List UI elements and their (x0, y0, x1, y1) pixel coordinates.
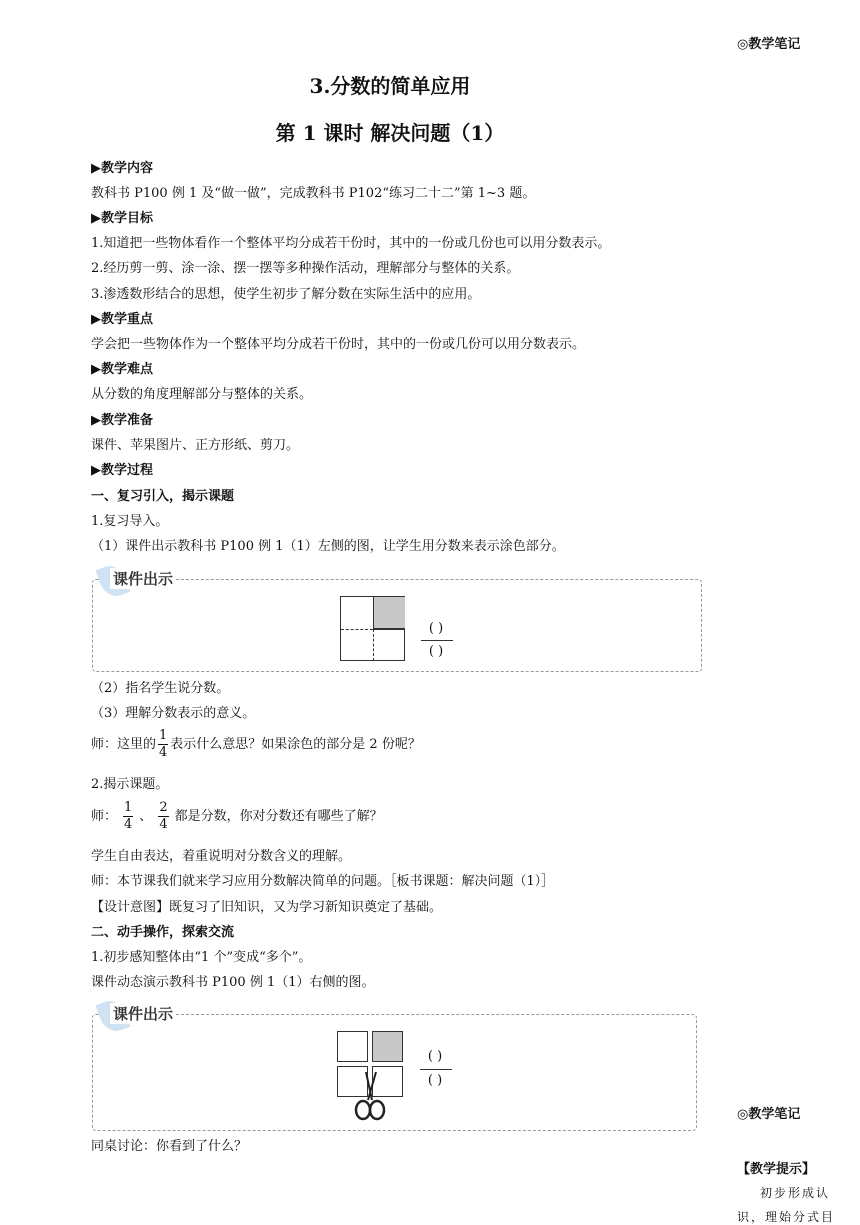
page-title: 3.分数的简单应用 (309, 74, 471, 98)
section-heading-difficulty: ▶教学难点 (91, 362, 153, 377)
section-heading-key: ▶教学重点 (91, 312, 153, 327)
p1-design-intent: 【设计意图】既复习了旧知识，又为学习新知识奠定了基础。 (91, 900, 443, 915)
goal-1: 1.知道把一些物体看作一个整体平均分成若干份时，其中的一份或几份也可以用分数表示。 (91, 236, 611, 251)
section-heading-goals: ▶教学目标 (91, 211, 153, 226)
teaching-tip-line1: 初步形成认 (760, 1186, 831, 1200)
teaching-notes-label-2: ◎教学笔记 (737, 1107, 801, 1122)
teaching-tip-heading: 【教学提示】 (737, 1162, 816, 1177)
p1-teacher-question (91, 728, 421, 761)
fraction-one-quarter-b: $\frac{1}{4}$ (124, 800, 133, 832)
goal-3: 3.渗透数形结合的思想，使学生初步了解分数在实际生活中的应用。 (91, 287, 481, 302)
p2-perceive: 1.初步感知整体由“1 个”变成“多个”。 (91, 950, 312, 965)
part2-heading: 二、动手操作，探索交流 (91, 925, 235, 940)
courseware-label-1: 课件出示 (110, 568, 176, 589)
shaded-quarter (373, 597, 405, 629)
blank-denominator-1: ( ) (428, 644, 444, 659)
square-figure-1 (340, 596, 405, 661)
teacher-text-b: 表示什么意思？如果涂色的部分是 2 份呢？ (170, 737, 421, 752)
p2-demo: 课件动态演示教科书 P100 例 1（1）右侧的图。 (91, 975, 375, 990)
prep-text: 课件、苹果图片、正方形纸、剪刀。 (91, 438, 300, 453)
fraction-bar-2 (420, 1069, 452, 1070)
cut-square-tr-shaded (372, 1031, 403, 1062)
lesson-subtitle: 第 1 课时 解决问题（1） (275, 121, 505, 145)
blank-numerator-2: ( ) (427, 1049, 443, 1064)
divider-h-right (373, 629, 405, 630)
p1-courseware: （1）课件出示教科书 P100 例 1（1）左侧的图，让学生用分数来表示涂色部分。 (91, 539, 565, 554)
blank-denominator-2: ( ) (427, 1073, 443, 1088)
content-text: 教科书 P100 例 1 及“做一做”，完成教科书 P102“练习二十二”第 1~3 题。 (91, 186, 536, 201)
p1-student-express: 学生自由表达，着重说明对分数含义的理解。 (91, 849, 352, 864)
p1-teacher-fractions: 师： $\frac{1}{4}$ 、 $\frac{2}{4}$ 都是分数，你对分数还有哪些了解？ (91, 800, 383, 832)
blank-numerator-1: ( ) (428, 621, 444, 636)
goal-2: 2.经历剪一剪、涂一涂、摆一摆等多种操作活动，理解部分与整体的关系。 (91, 261, 520, 276)
p1-say-fraction: （2）指名学生说分数。 (91, 681, 230, 696)
part1-heading: 一、复习引入，揭示课题 (91, 489, 235, 504)
fraction-bar-1 (421, 640, 453, 641)
teaching-notes-label: ◎教学笔记 (737, 37, 801, 52)
fraction-one-quarter: $\frac{1}{4}$ (159, 728, 168, 760)
dashed-divider-v (373, 629, 374, 661)
p2-discussion: 同桌讨论：你看到了什么？ (91, 1139, 248, 1154)
difficulty-text: 从分数的角度理解部分与整体的关系。 (91, 387, 313, 402)
section-heading-content: ▶教学内容 (91, 161, 153, 176)
dashed-divider-h (341, 629, 373, 630)
p1-reveal: 2.揭示课题。 (91, 777, 169, 792)
cut-square-tl (337, 1031, 368, 1062)
courseware-label-2: 课件出示 (110, 1003, 176, 1024)
teaching-tip-line2: 识，理始分式目 (737, 1210, 836, 1224)
key-text: 学会把一些物体作为一个整体平均分成若干份时，其中的一份或几份可以用分数表示。 (91, 337, 586, 352)
section-heading-prep: ▶教学准备 (91, 413, 153, 428)
section-heading-process: ▶教学过程 (91, 463, 153, 478)
scissors-icon (350, 1072, 390, 1122)
teacher-text-a: 师：这里的 (91, 737, 157, 752)
p1-teacher-lesson: 师：本节课我们就来学习应用分数解决简单的问题。［板书课题：解决问题（1）］ (91, 874, 555, 889)
fraction-two-quarters: $\frac{2}{4}$ (159, 800, 168, 832)
p1-meaning: （3）理解分数表示的意义。 (91, 706, 256, 721)
p1-review: 1.复习导入。 (91, 514, 169, 529)
